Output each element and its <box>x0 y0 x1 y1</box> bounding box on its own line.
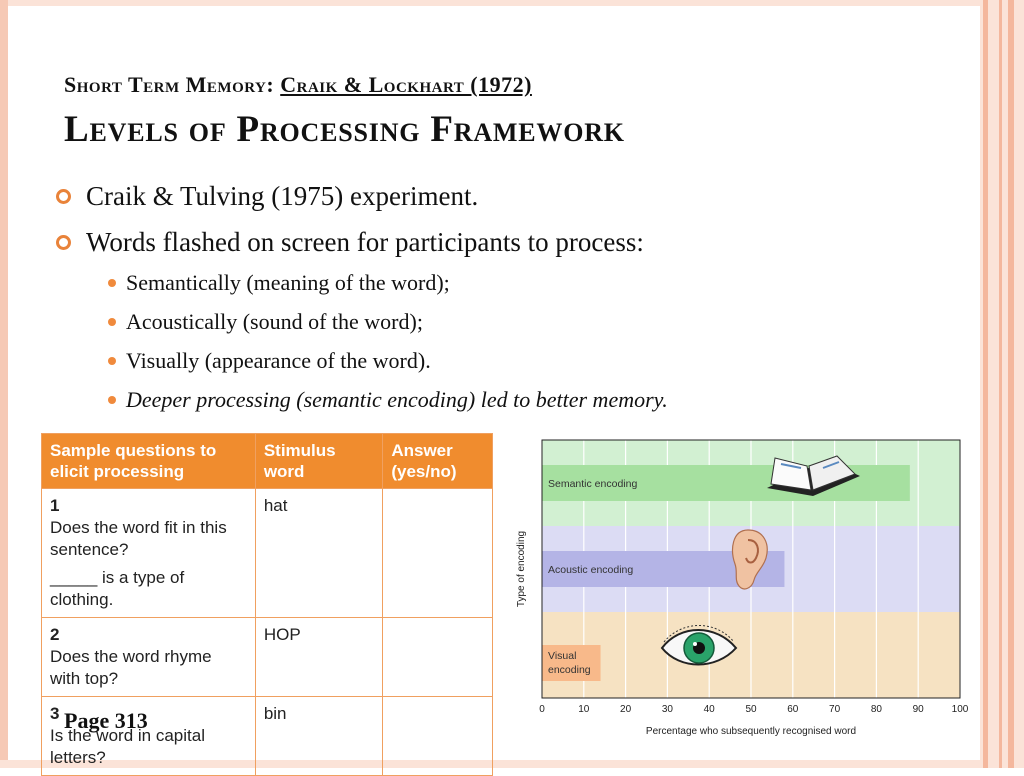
sub-bullet-item <box>56 307 956 346</box>
question-text: Is the word in capital letters? <box>50 726 205 767</box>
answer-cell <box>383 489 493 618</box>
frame-top-border <box>0 0 1024 6</box>
sub-bullet-text: Deeper processing (semantic encoding) led to better memory. <box>126 387 668 412</box>
sub-bullet-text: Acoustically (sound of the word); <box>126 309 423 334</box>
x-tick-label: 30 <box>661 704 673 715</box>
title-prefix: Short Term Memory: <box>64 72 281 97</box>
table-header-row <box>42 434 493 489</box>
encoding-chart <box>510 428 982 758</box>
sub-bullet-item <box>56 385 956 424</box>
answer-cell <box>383 618 493 697</box>
title-citation: Craik & Lockhart (1972) <box>280 72 532 97</box>
table-row <box>42 489 493 618</box>
x-tick-label: 10 <box>578 704 590 715</box>
x-tick-label: 60 <box>787 704 799 715</box>
frame-stripe <box>999 0 1002 768</box>
question-number: 2 <box>50 625 60 644</box>
question-cell <box>42 489 256 618</box>
question-number: 1 <box>50 496 60 515</box>
encoding-chart-svg <box>510 428 982 758</box>
sub-bullet-item <box>56 268 956 307</box>
sub-bullet-text: Visually (appearance of the word). <box>126 348 431 373</box>
bullet-item <box>56 222 956 268</box>
question-text: Does the word rhyme with top? <box>50 647 212 688</box>
x-tick-label: 90 <box>912 704 924 715</box>
dot-bullet-icon <box>108 318 116 326</box>
table-header-cell: Stimulus word <box>255 434 383 489</box>
x-tick-label: 100 <box>951 704 969 715</box>
dot-bullet-icon <box>108 279 116 287</box>
stimulus-cell: HOP <box>255 618 383 697</box>
sub-bullet-text: Semantically (meaning of the word); <box>126 270 450 295</box>
dot-bullet-icon <box>108 396 116 404</box>
table-header-cell: Sample questions to elicit processing <box>42 434 256 489</box>
frame-left-border <box>0 0 8 768</box>
bar-label: Acoustic encoding <box>548 564 634 576</box>
frame-stripe <box>983 0 988 768</box>
table-header-cell: Answer (yes/no) <box>383 434 493 489</box>
x-tick-label: 0 <box>539 704 545 715</box>
stimulus-cell: bin <box>255 697 383 776</box>
x-tick-label: 40 <box>703 704 715 715</box>
stimulus-cell: hat <box>255 489 383 618</box>
bullet-list <box>56 176 956 424</box>
bullet-text: Words flashed on screen for participants to process: <box>86 227 644 257</box>
x-tick-label: 80 <box>870 704 882 715</box>
ring-bullet-icon <box>56 235 71 250</box>
slide-title: Levels of Processing Framework <box>64 109 625 150</box>
sub-bullet-item <box>56 346 956 385</box>
question-text: Does the word fit in this sentence? <box>50 518 227 559</box>
answer-cell <box>383 697 493 776</box>
dot-bullet-icon <box>108 357 116 365</box>
x-tick-label: 20 <box>620 704 632 715</box>
table-row <box>42 618 493 697</box>
x-axis-label: Percentage who subsequently recognised word <box>645 726 857 737</box>
slide-subtitle <box>64 72 532 98</box>
question-text-2: _____ is a type of clothing. <box>50 568 185 609</box>
bullet-text: Craik & Tulving (1975) experiment. <box>86 181 479 211</box>
bullet-item <box>56 176 956 222</box>
bar-label: Semantic encoding <box>548 478 638 490</box>
x-tick-label: 50 <box>745 704 757 715</box>
frame-stripe <box>1008 0 1014 768</box>
bar-label: Visual <box>548 650 577 662</box>
question-number: 3 <box>50 704 60 723</box>
ring-bullet-icon <box>56 189 71 204</box>
bar-label: encoding <box>548 664 591 676</box>
question-cell <box>42 618 256 697</box>
page-reference: Page 313 <box>64 708 148 733</box>
x-tick-label: 70 <box>829 704 841 715</box>
y-axis-label: Type of encoding <box>516 530 527 608</box>
